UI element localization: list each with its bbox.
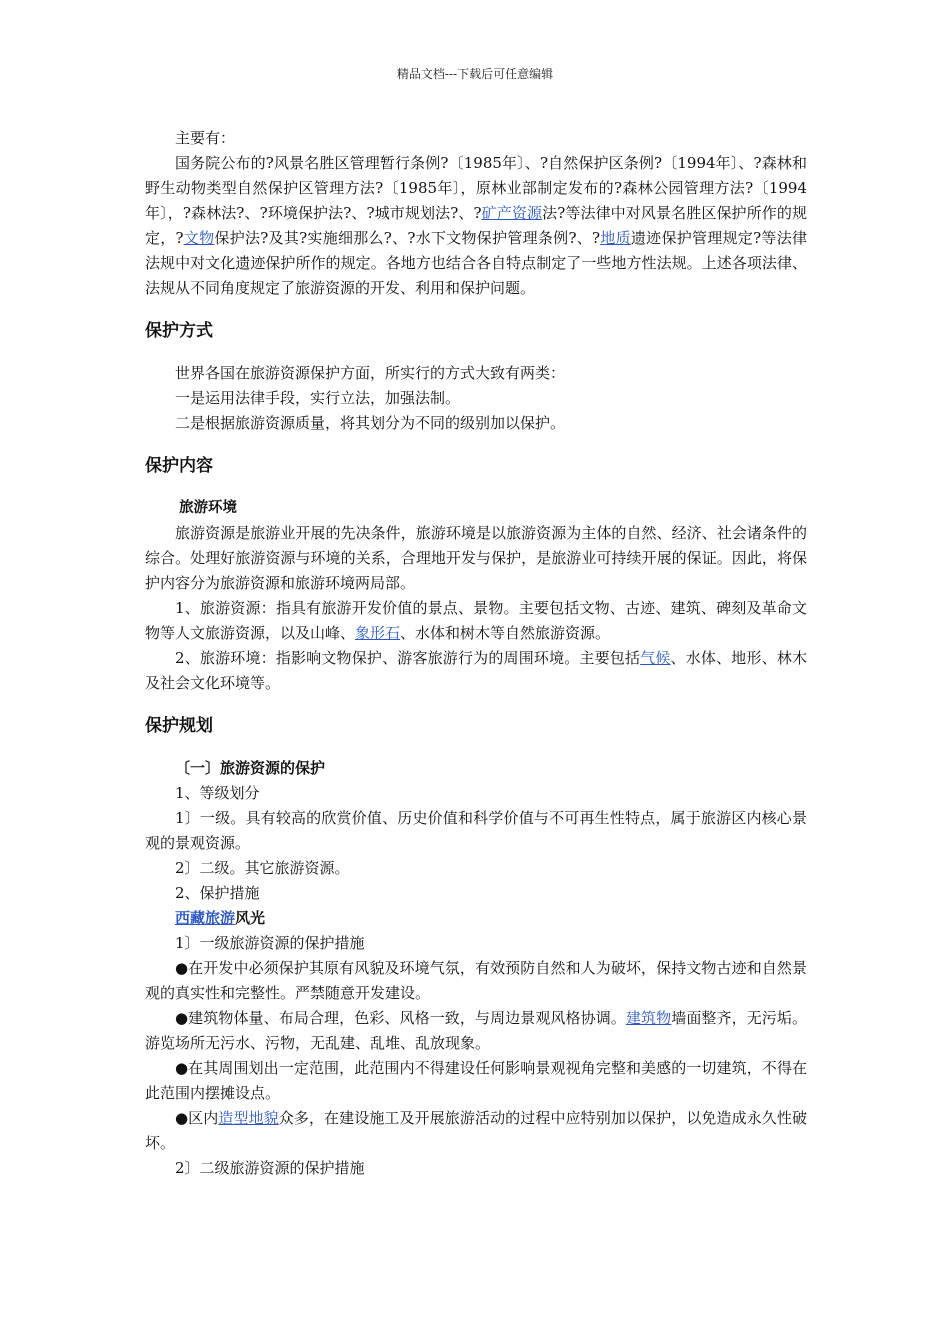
methods-paragraph-1: 世界各国在旅游资源保护方面，所实行的方式大致有两类：	[175, 364, 566, 382]
measures-level-1-title: 1〕一级旅游资源的保护措施	[175, 934, 365, 952]
text-run: 1、旅游资源：指具有旅游开发价值的景点、景物。主要包括文物、古迹、建筑、碑刻及革命文物等人文旅游资源，以及山峰、	[145, 599, 807, 642]
text-run: 、水体、地形、林木及社会文化环境等。	[145, 649, 807, 692]
tibet-scenery-line	[145, 906, 807, 931]
measures-title: 2、保护措施	[175, 884, 260, 902]
link-mineral-resources[interactable]: 矿产资源	[481, 204, 543, 222]
methods-paragraph-2: 一是运用法律手段，实行立法，加强法制。	[175, 389, 461, 407]
link-climate[interactable]: 气候	[640, 649, 671, 667]
content-paragraph-3	[145, 646, 807, 696]
link-cultural-relics[interactable]: 文物	[183, 229, 215, 247]
bullet-item-4	[145, 1106, 807, 1156]
text-run: ●区内	[175, 1109, 219, 1127]
measures-level-2-title: 2〕二级旅游资源的保护措施	[175, 1159, 365, 1177]
link-building[interactable]: 建筑物	[625, 1009, 672, 1027]
content-paragraph-1: 旅游资源是旅游业开展的先决条件，旅游环境是以旅游资源为主体的自然、经济、社会诸条件的综合。处理好旅游资源与环境的关系，合理地开发与保护，是旅游业可持续开展的保证。因此，将保护内容分为旅游资源和旅游环境两局部。	[145, 524, 807, 592]
intro-lead: 主要有：	[175, 129, 236, 147]
heading-protection-content: 保护内容	[145, 456, 213, 476]
link-tibet-tourism[interactable]: 西藏旅游	[175, 909, 236, 927]
text-run: 遗迹保护管理规定?等法律法规中对文化遗迹保护所作的规定。各地方也结合各自特点制定了一些地方性法规。上述各项法律、法规从不同角度规定了旅游资源的开发、利用和保护问题。	[145, 229, 807, 297]
bullet-item-1: ●在开发中必须保护其原有风貌及环境气氛，有效预防自然和人为破坏，保持文物古迹和自然景观的真实性和完整性。严禁随意开发建设。	[145, 959, 807, 1002]
document-body	[145, 126, 807, 1181]
bullet-item-3: ●在其周围划出一定范围，此范围内不得建设任何影响景观视角完整和美感的一切建筑，不得在此范围内摆摊设点。	[145, 1059, 807, 1102]
content-paragraph-2	[145, 596, 807, 646]
grade-level-1: 1〕一级。具有较高的欣赏价值、历史价值和科学价值与不可再生性特点，属于旅游区内核心景观的景观资源。	[145, 809, 807, 852]
text-run: 风光	[235, 909, 266, 927]
text-run: 众多，在建设施工及开展旅游活动的过程中应特别加以保护，以免造成永久性破坏。	[145, 1109, 807, 1152]
heading-protection-planning: 保护规划	[145, 716, 213, 736]
methods-paragraph-3: 二是根据旅游资源质量，将其划分为不同的级别加以保护。	[175, 414, 566, 432]
bullet-item-2	[145, 1006, 807, 1056]
text-run: 、水体和树木等自然旅游资源。	[400, 624, 611, 642]
text-run: 法?等法律中对风景名胜区保护所作的规定，?	[145, 204, 807, 247]
grade-title: 1、等级划分	[175, 784, 260, 802]
link-shaped-rock[interactable]: 象形石	[355, 624, 401, 642]
subheading-tourism-environment: 旅游环境	[179, 500, 238, 516]
link-geology[interactable]: 地质	[600, 229, 631, 247]
text-run: 保护法?及其?实施细那么?、?水下文物保护管理条例?、?	[214, 229, 601, 247]
link-landform[interactable]: 造型地貌	[218, 1109, 279, 1127]
intro-laws-paragraph	[145, 151, 807, 301]
text-run: ●建筑物体量、布局合理，色彩、风格一致，与周边景观风格协调。	[175, 1009, 626, 1027]
page-header: 精品文档---下载后可任意编辑	[396, 67, 554, 81]
text-run: 墙面整齐，无污垢。游览场所无污水、污物，无乱建、乱堆、乱放现象。	[145, 1009, 807, 1052]
text-run: 2、旅游环境：指影响文物保护、游客旅游行为的周围环境。主要包括	[175, 649, 641, 667]
heading-protection-methods: 保护方式	[145, 321, 213, 341]
subheading-resource-protection: 〔一〕旅游资源的保护	[175, 759, 326, 777]
text-run: 国务院公布的?风景名胜区管理暂行条例?〔1985年〕、?自然保护区条例?〔1994年〕、?森林和野生动物类型自然保护区管理方法?〔1985年〕，原林业部制定发布的?森林公园管理方法?〔1994年〕，?森林法?、?环境保护法?、?城市规划法?、?	[145, 154, 807, 222]
grade-level-2: 2〕二级。其它旅游资源。	[175, 859, 350, 877]
